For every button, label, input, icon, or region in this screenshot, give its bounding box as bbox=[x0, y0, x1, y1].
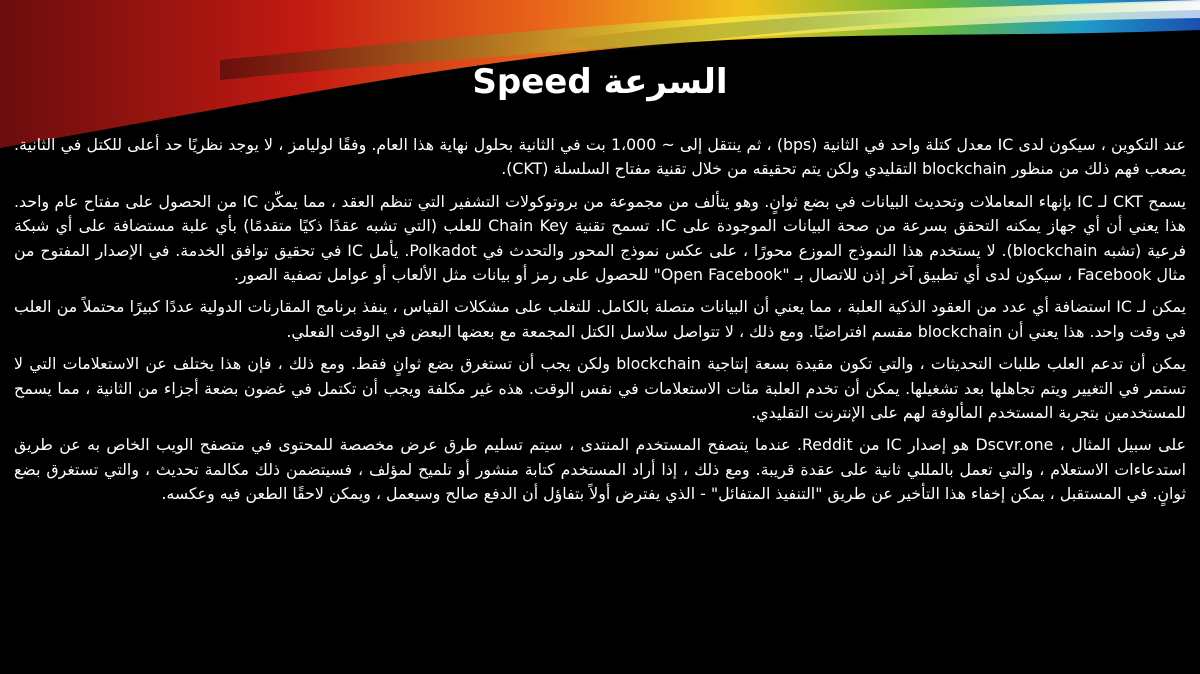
paragraph-dscvr-example: على سبيل المثال ، Dscvr.one هو إصدار IC من Reddit. عندما يتصفح المستخدم المنتدى ، سيتم تسليم طرق عرض مخصصة للمحتوى في متصفح الويب الخاص به عن طريق استدعاءات الاستعلام ، والتي تعمل بالمللي ثانية على عقدة قريبة. ومع ذلك ، إذا أراد المستخدم كتابة منشور أو تلميح لمؤلف ، فسيتضمن ذلك مكالمة تحديث ، والتي تستغرق بضع ثوانٍ. في المستقبل ، يمكن إخفاء هذا التأخير عن طريق "التنفيذ المتفائل" - الذي يفترض أولاً بتفاؤل أن الدفع صالح وسيعمل ، ويمكن لاحقًا الطعن فيه وعكسه. bbox=[14, 435, 1186, 504]
paragraph-canisters: يمكن لـ IC استضافة أي عدد من العقود الذكية العلبة ، مما يعني أن البيانات متصلة بالكامل. للتغلب على مشكلات القياس ، ينفذ برنامج المقارنات الدولية عددًا كبيرًا محتملاً من العلب في وقت واحد. هذا يعني أن blockchain مقسم افتراضيًا. ومع ذلك ، لا تتواصل سلاسل الكتل المجمعة مع بعضها البعض في الوقت الفعلي. bbox=[14, 297, 1187, 341]
paragraph-updates-queries: يمكن أن تدعم العلب طلبات التحديثات ، والتي تكون مقيدة بسعة إنتاجية blockchain ولكن يجب أن تستغرق بضع ثوانٍ فقط. ومع ذلك ، فإن هذا يختلف عن الاستعلامات التي لا تستمر في التغيير ويتم تجاهلها بعد تشغيلها. يمكن أن تخدم العلبة مئات الاستعلامات في نفس الوقت. هذه غير مكلفة ويجب أن تكتمل في غضون بضعة أجزاء من الثانية ، مما يسمح للمستخدمين بتجربة المستخدم المألوفة لهم على الإنترنت التقليدي. bbox=[14, 354, 1186, 423]
paragraph-genesis: عند التكوين ، سيكون لدى IC معدل كتلة واحد في الثانية (bps) ، ثم ينتقل إلى ~ 1،000 بت في الثانية بحلول نهاية هذا العام. وفقًا لوليامز ، لا يوجد نظريًا حد أعلى للكتل في الثانية. يصعب فهم ذلك من منظور blockchain التقليدي ولكن يتم تحقيقه من خلال تقنية مفتاح السلسلة (CKT). bbox=[14, 135, 1186, 179]
paragraph-ckt: يسمح CKT لـ IC بإنهاء المعاملات وتحديث البيانات في بضع ثوانٍ. وهو يتألف من مجموعة من بروتوكولات التشفير التي تنظم العقد ، مما يمكّن IC من الحصول على مفتاح عام واحد. هذا يعني أن أي جهاز يمكنه التحقق بسرعة من صحة البيانات الموجودة على IC. تسمح تقنية Chain Key للعلب (التي تشبه عقدًا ذكيًا متقدمًا) بأي علبة مستضافة على أي شبكة فرعية (تشبه blockchain). لا يستخدم هذا النموذج الموزع محورًا ، على عكس نموذج المحور والتحدث في Polkadot. يأمل IC في تحقيق توافق الخدمة. في الإصدار المفتوح من مثال Facebook ، سيكون لدى أي تطبيق آخر إذن للاتصال بـ "Open Facebook" للحصول على رمز أو بيانات مثل الألعاب أو عوامل تصفية الصور. bbox=[14, 191, 1186, 285]
slide-body bbox=[14, 133, 1186, 515]
slide-title: السرعة Speed bbox=[472, 62, 728, 102]
